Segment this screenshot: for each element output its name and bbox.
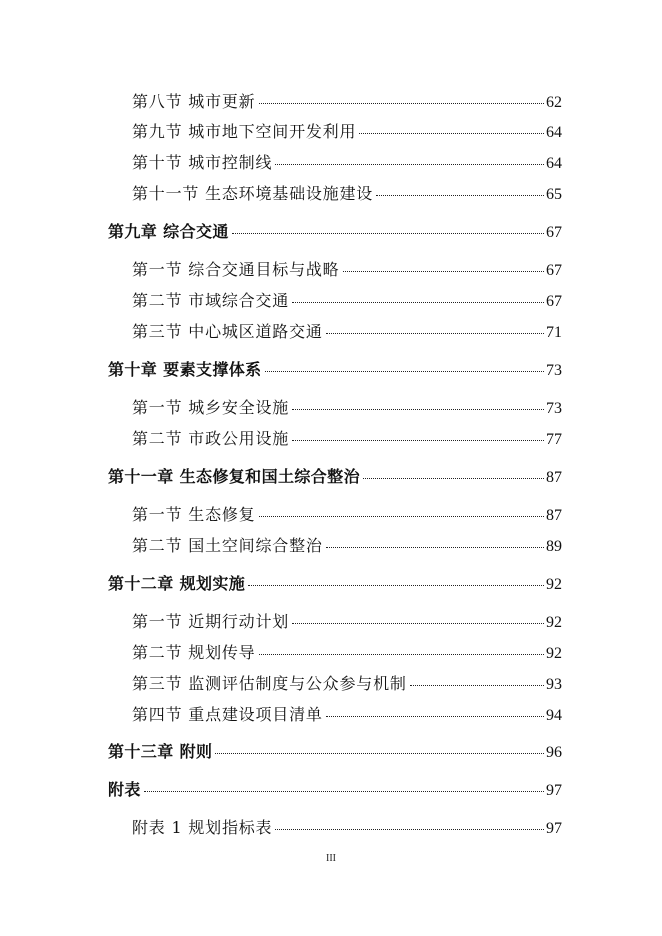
toc-entry-chapter[interactable] — [108, 464, 562, 488]
toc-entry-title: 第三节 监测评估制度与公众参与机制 — [132, 674, 407, 693]
dot-leader — [359, 133, 544, 134]
toc-entry-section[interactable] — [132, 319, 562, 343]
dot-leader — [275, 164, 544, 165]
toc-entry-title: 第八节 城市更新 — [132, 92, 256, 111]
toc-entry-page: 65 — [546, 186, 562, 203]
toc-entry-title: 第三节 中心城区道路交通 — [132, 322, 323, 341]
toc-entry-title: 第十一节 生态环境基础设施建设 — [132, 184, 374, 203]
toc-entry-chapter[interactable] — [108, 219, 562, 243]
dot-leader — [410, 685, 544, 686]
toc-entry-page: 67 — [546, 262, 562, 279]
toc-entry-chapter[interactable] — [108, 357, 562, 381]
toc-entry-title: 第十三章 附则 — [108, 742, 213, 761]
toc-entry-page: 62 — [546, 94, 562, 111]
dot-leader — [292, 409, 544, 410]
dot-leader — [259, 103, 545, 104]
dot-leader — [265, 371, 544, 372]
toc-entry-page: 92 — [546, 614, 562, 631]
toc-entry-title: 第一节 生态修复 — [132, 505, 256, 524]
toc-entry-page: 73 — [546, 400, 562, 417]
toc-entry-title: 附表 1 规划指标表 — [132, 818, 273, 837]
toc-entry-title: 第二节 国土空间综合整治 — [132, 536, 323, 555]
toc-entry-section[interactable] — [132, 502, 562, 526]
toc-entry-page: 89 — [546, 538, 562, 555]
dot-leader — [363, 478, 544, 479]
dot-leader — [144, 791, 544, 792]
toc-entry-title: 第二节 市域综合交通 — [132, 291, 290, 310]
toc-entry-section[interactable] — [132, 395, 562, 419]
toc-entry-page: 96 — [546, 744, 562, 761]
toc-entry-section[interactable] — [132, 609, 562, 633]
toc-entry-chapter[interactable] — [108, 777, 562, 801]
dot-leader — [326, 547, 544, 548]
toc-entry-page: 92 — [546, 576, 562, 593]
toc-entry-title: 第十一章 生态修复和国土综合整治 — [108, 467, 360, 486]
dot-leader — [248, 585, 544, 586]
toc-entry-section[interactable] — [132, 815, 562, 839]
toc-entry-title: 第一节 综合交通目标与战略 — [132, 260, 340, 279]
toc-entry-section[interactable] — [132, 702, 562, 726]
dot-leader — [292, 623, 544, 624]
dot-leader — [376, 195, 544, 196]
toc-entry-page: 67 — [546, 293, 562, 310]
toc-entry-title: 第十节 城市控制线 — [132, 153, 273, 172]
dot-leader — [232, 233, 544, 234]
toc-entry-page: 94 — [546, 707, 562, 724]
dot-leader — [326, 333, 544, 334]
toc-entry-chapter[interactable] — [108, 571, 562, 595]
toc-entry-title: 第一节 近期行动计划 — [132, 612, 290, 631]
toc-entry-page: 97 — [546, 820, 562, 837]
toc-entry-page: 73 — [546, 362, 562, 379]
toc-entry-page: 93 — [546, 676, 562, 693]
toc-entry-section[interactable] — [132, 288, 562, 312]
toc-entry-title: 第九章 综合交通 — [108, 222, 229, 241]
toc-entry-page: 87 — [546, 507, 562, 524]
toc-entry-page: 67 — [546, 224, 562, 241]
toc-entry-section[interactable] — [132, 89, 562, 113]
dot-leader — [292, 440, 544, 441]
toc-entry-section[interactable] — [132, 533, 562, 557]
dot-leader — [259, 516, 545, 517]
toc-entry-section[interactable] — [132, 119, 562, 143]
toc-entry-title: 第十章 要素支撑体系 — [108, 360, 262, 379]
toc-entry-title: 第四节 重点建设项目清单 — [132, 705, 323, 724]
toc-entry-title: 第十二章 规划实施 — [108, 574, 246, 593]
dot-leader — [259, 654, 545, 655]
toc-entry-page: 92 — [546, 645, 562, 662]
toc-entry-section[interactable] — [132, 150, 562, 174]
toc-entry-page: 64 — [546, 124, 562, 141]
toc-entry-title: 第二节 市政公用设施 — [132, 429, 290, 448]
toc-entry-section[interactable] — [132, 181, 562, 205]
toc-entry-title: 第二节 规划传导 — [132, 643, 256, 662]
toc-entry-title: 第九节 城市地下空间开发利用 — [132, 122, 357, 141]
toc-entry-section[interactable] — [132, 671, 562, 695]
toc-entry-title: 第一节 城乡安全设施 — [132, 398, 290, 417]
toc-entry-page: 77 — [546, 431, 562, 448]
toc-entry-page: 87 — [546, 469, 562, 486]
toc-entry-section[interactable] — [132, 426, 562, 450]
toc-entry-section[interactable] — [132, 640, 562, 664]
dot-leader — [275, 829, 544, 830]
toc-entry-chapter[interactable] — [108, 739, 562, 763]
page-number: III — [326, 853, 336, 864]
dot-leader — [343, 271, 545, 272]
toc-entry-page: 71 — [546, 324, 562, 341]
dot-leader — [292, 302, 544, 303]
toc-entry-section[interactable] — [132, 257, 562, 281]
toc-entry-page: 64 — [546, 155, 562, 172]
dot-leader — [326, 716, 544, 717]
toc-entry-page: 97 — [546, 782, 562, 799]
dot-leader — [215, 753, 544, 754]
toc-entry-title: 附表 — [108, 780, 141, 799]
